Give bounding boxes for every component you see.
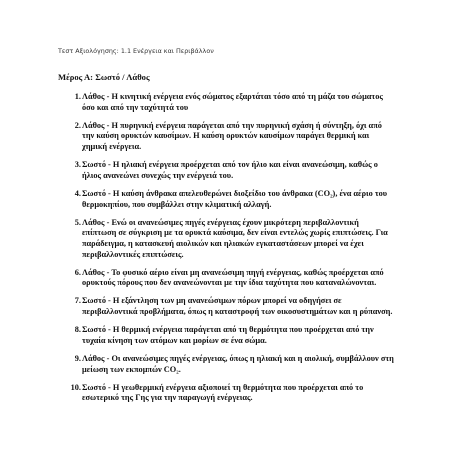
answer-item-number: 4. [74,188,81,198]
answer-item [66,160,394,181]
answer-item-text: Σωστό - Η ηλιακή ενέργεια προέρχεται από τον ήλιο και είναι ανανεώσιμη, καθώς ο ήλιος ανανεώνει συνεχώς την ενέργειά του. [82,160,378,180]
answer-item-text: Λάθος - Η κινητική ενέργεια ενός σώματος εξαρτάται τόσο από τη μάζα του σώματος όσο και από την ταχύτητά του [82,92,383,112]
answer-item-number: 7. [74,296,81,306]
answer-item [66,268,394,289]
answer-item [66,354,394,375]
answer-item-number: 3. [74,160,81,170]
answer-item-number: 6. [74,267,81,277]
answer-item [66,296,394,317]
answer-item-text: Λάθος - Οι ανανεώσιμες πηγές ενέργειας, όπως η ηλιακή και η αιολική, συμβάλλουν στη μείωση των εκπομπών CO₂. [82,354,394,374]
answer-item [66,383,394,404]
answer-item-text: Σωστό - Η εξάντληση των μη ανανεώσιμων πόρων μπορεί να οδηγήσει σε περιβαλλοντικά προβλήματα, όπως η καταστροφή των οικοσυστημάτων και η ρύπανση. [82,296,393,317]
answer-list [66,92,394,412]
answer-item-number: 1. [74,92,81,101]
answer-item [66,92,394,113]
answer-item [66,325,394,346]
answer-item-text: Σωστό - Η θερμική ενέργεια παράγεται από τη θερμότητα που προέρχεται από την τυχαία κίνηση των ατόμων και μορίων σε ένα σώμα. [82,325,374,345]
answer-item [66,189,394,210]
answer-item-text: Λάθος - Η πυρηνική ενέργεια παράγεται από την πυρηνική σχάση ή σύντηξη, όχι από την καύση ορυκτών καυσίμων. Η καύση ορυκτών καυσίμων παράγει θερμική και χημική ενέργεια. [82,120,382,151]
answer-item-text: Λάθος - Το φυσικό αέριο είναι μη ανανεώσιμη πηγή ενέργειας, καθώς προέρχεται από ορυκτούς πόρους που δεν ανανεώνονται με την ίδια ταχύτητα που καταναλώνονται. [82,267,384,288]
answer-item [66,121,394,153]
answer-item-number: 9. [74,354,81,364]
answer-item-text: Σωστό - Η γεωθερμική ενέργεια αξιοποιεί τη θερμότητα που προέρχεται από το εσωτερικό της Γης για την παραγωγή ενέργειας. [82,382,364,403]
answer-item-number: 5. [74,217,81,227]
answer-item-number: 10. [70,382,81,392]
document-title: Τεστ Αξιολόγησης: 1.1 Ενέργεια και Περιβάλλον [58,47,214,55]
answer-item-text: Λάθος - Ενώ οι ανανεώσιμες πηγές ενέργειας έχουν μικρότερη περιβαλλοντική επίπτωση σε σύγκριση με τα ορυκτά καύσιμα, δεν είναι εντελώς χωρίς επιπτώσεις. Για παράδειγμα, η κατασκευή αιολικών και ηλιακών εγκαταστάσεων μπορεί να έχει περιβαλλοντικές επιπτώσεις. [82,217,388,259]
answer-item [66,218,394,260]
answer-item-text: Σωστό - Η καύση άνθρακα απελευθερώνει διοξείδιο του άνθρακα (CO₂), ένα αέριο του θερμοκηπίου, που συμβάλλει στην κλιματική αλλαγή. [82,188,388,209]
answer-item-number: 8. [74,325,81,335]
section-heading: Μέρος Α: Σωστό / Λάθος [58,72,150,82]
answer-item-number: 2. [74,120,81,130]
